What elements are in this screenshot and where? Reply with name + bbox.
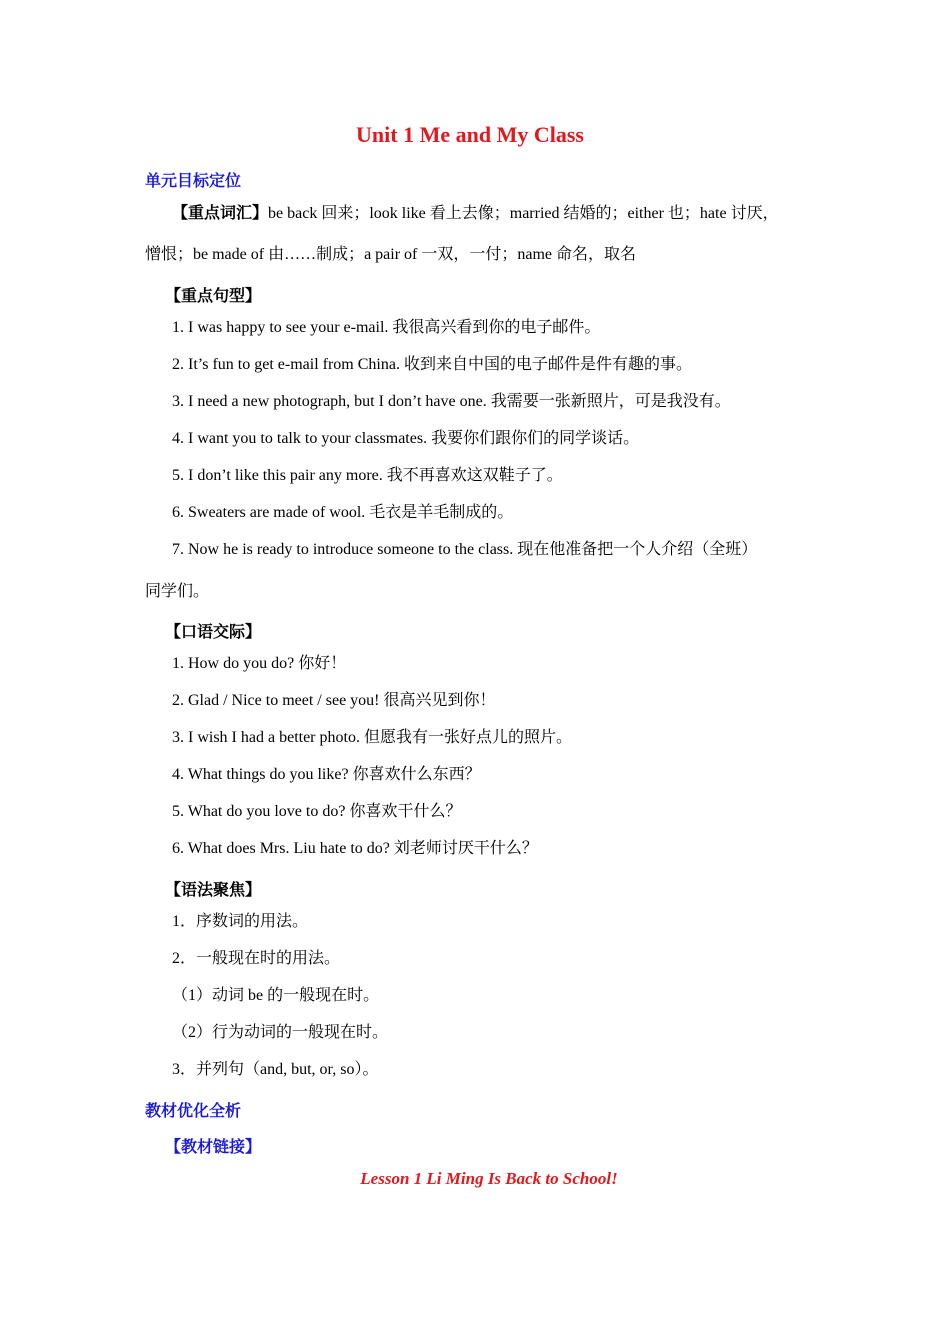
vocab-label: 【重点词汇】 [172,205,269,222]
sentence-item: 3. I need a new photograph, but I don’t have one. 我需要一张新照片，可是我没有。 [172,393,731,410]
sentence-item: 2. It’s fun to get e-mail from China. 收到来自中国的电子邮件是件有趣的事。 [172,356,692,373]
sentence-continuation: 同学们。 [145,583,210,600]
oral-item: 3. I wish I had a better photo. 但愿我有一张好点儿的照片。 [172,729,572,746]
grammar-item: 2．一般现在时的用法。 [172,950,341,967]
grammar-item: （2）行为动词的一般现在时。 [172,1024,389,1041]
sentence-item: 5. I don’t like this pair any more. 我不再喜欢这双鞋子了。 [172,467,563,484]
vocab-line-2: 憎恨；be made of 由……制成；a pair of 一双，一付；name 命名，取名 [145,246,637,263]
vocab-line-1 [172,203,779,225]
grammar-item: （1）动词 be 的一般现在时。 [172,987,380,1004]
lesson-title: Lesson 1 Li Ming Is Back to School! [360,1169,618,1188]
sentence-item: 1. I was happy to see your e-mail. 我很高兴看到你的电子邮件。 [172,319,601,336]
oral-item: 6. What does Mrs. Liu hate to do? 刘老师讨厌干什么？ [172,840,538,857]
oral-communication-label: 【口语交际】 [165,624,262,641]
oral-item: 1. How do you do? 你好！ [172,655,347,672]
grammar-item: 3．并列句（and, but, or, so）。 [172,1061,379,1078]
section-heading-textbook-analysis: 教材优化全析 [145,1103,242,1120]
sentence-item: 6. Sweaters are made of wool. 毛衣是羊毛制成的。 [172,504,514,521]
grammar-focus-label: 【语法聚焦】 [165,882,262,899]
vocab-text-1: be back 回来；look like 看上去像；married 结婚的；either 也；hate 讨厌， [268,205,779,222]
sentence-item: 7. Now he is ready to introduce someone to the class. 现在他准备把一个人介绍（全班） [172,541,758,558]
oral-item: 5. What do you love to do? 你喜欢干什么？ [172,803,462,820]
oral-item: 2. Glad / Nice to meet / see you! 很高兴见到你！ [172,692,496,709]
sentence-item: 4. I want you to talk to your classmates. 我要你们跟你们的同学谈话。 [172,430,640,447]
unit-title: Unit 1 Me and My Class [356,122,584,147]
section-heading-unit-goals: 单元目标定位 [145,173,242,190]
oral-item: 4. What things do you like? 你喜欢什么东西？ [172,766,481,783]
key-sentences-label: 【重点句型】 [165,288,262,305]
textbook-link-label: 【教材链接】 [165,1139,262,1156]
grammar-item: 1．序数词的用法。 [172,913,309,930]
